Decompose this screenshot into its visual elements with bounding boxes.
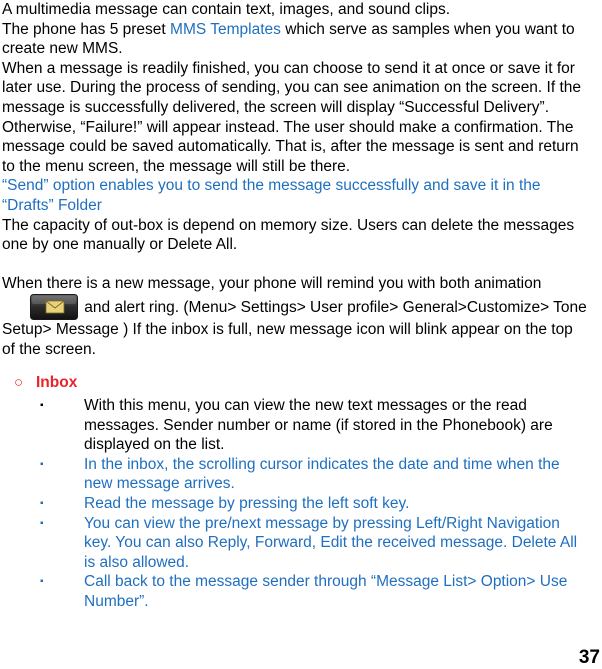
square-bullet-icon: ▪ (40, 498, 44, 510)
list-item (2, 514, 588, 573)
send-option-paragraph: “Send” option enables you to send the message successfully and save it in the “Drafts” Folder (2, 177, 541, 214)
square-bullet-icon: ▪ (40, 576, 44, 588)
templates-text-before: The phone has 5 preset (2, 20, 171, 38)
page-number: 37 (578, 647, 600, 668)
list-item (2, 572, 588, 611)
mms-templates-link[interactable]: MMS Templates (170, 20, 281, 38)
new-message-icon (30, 294, 78, 320)
inbox-section-heading (2, 373, 588, 393)
document-page (2, 0, 588, 612)
inbox-title: Inbox (36, 374, 78, 392)
templates-paragraph (2, 20, 588, 59)
list-item (2, 455, 588, 494)
circle-bullet-icon: ○ (14, 374, 24, 392)
paragraph-gap (2, 255, 588, 275)
new-message-paragraph (2, 294, 588, 359)
new-message-text-after: and alert ring. (Menu> Settings> User profile> General>Customize> Tone Setup> Message ) If the inbox is full, new message icon will blink appear on the top of the screen. (2, 298, 587, 358)
list-item-text: In the inbox, the scrolling cursor indicates the date and time when the new message arrives. (84, 455, 560, 493)
templates-text-after: which serve as samples when you want to create new MMS. (2, 20, 575, 58)
list-item (2, 396, 588, 455)
square-bullet-icon: ▪ (40, 517, 44, 529)
square-bullet-icon: ▪ (40, 400, 44, 412)
list-item-text: With this menu, you can view the new text messages or the read messages. Sender number or name (if stored in the Phonebook) are displayed on the list. (84, 397, 553, 454)
intro-paragraph: A multimedia message can contain text, images, and sound clips. (2, 1, 451, 18)
list-item-text: Read the message by pressing the left soft key. (84, 495, 410, 513)
sending-paragraph: When a message is readily finished, you can choose to send it at once or save it for later use. During the process of sending, you can see animation on the screen. If the message is successfully delivered, the screen will display “Successful Delivery”. Otherwise, “Failure!” will appear instead. The user should make a confirmation. The message could be saved automatically. That is, after the message is sent and return to the menu screen, the message will still be there. (2, 59, 582, 175)
inbox-item-list (2, 396, 588, 612)
square-bullet-icon: ▪ (40, 458, 44, 470)
list-item (2, 494, 588, 514)
new-message-paragraph-line1: When there is a new message, your phone will remind you with both animation (2, 275, 542, 293)
list-item-text: You can view the pre/next message by pressing Left/Right Navigation key. You can also Reply, Forward, Edit the received message. Delete All is also allowed. (84, 514, 578, 571)
list-item-text: Call back to the message sender through “Message List> Option> Use Number”. (84, 573, 568, 611)
outbox-paragraph: The capacity of out-box is depend on memory size. Users can delete the messages one by one manually or Delete All. (2, 216, 575, 254)
